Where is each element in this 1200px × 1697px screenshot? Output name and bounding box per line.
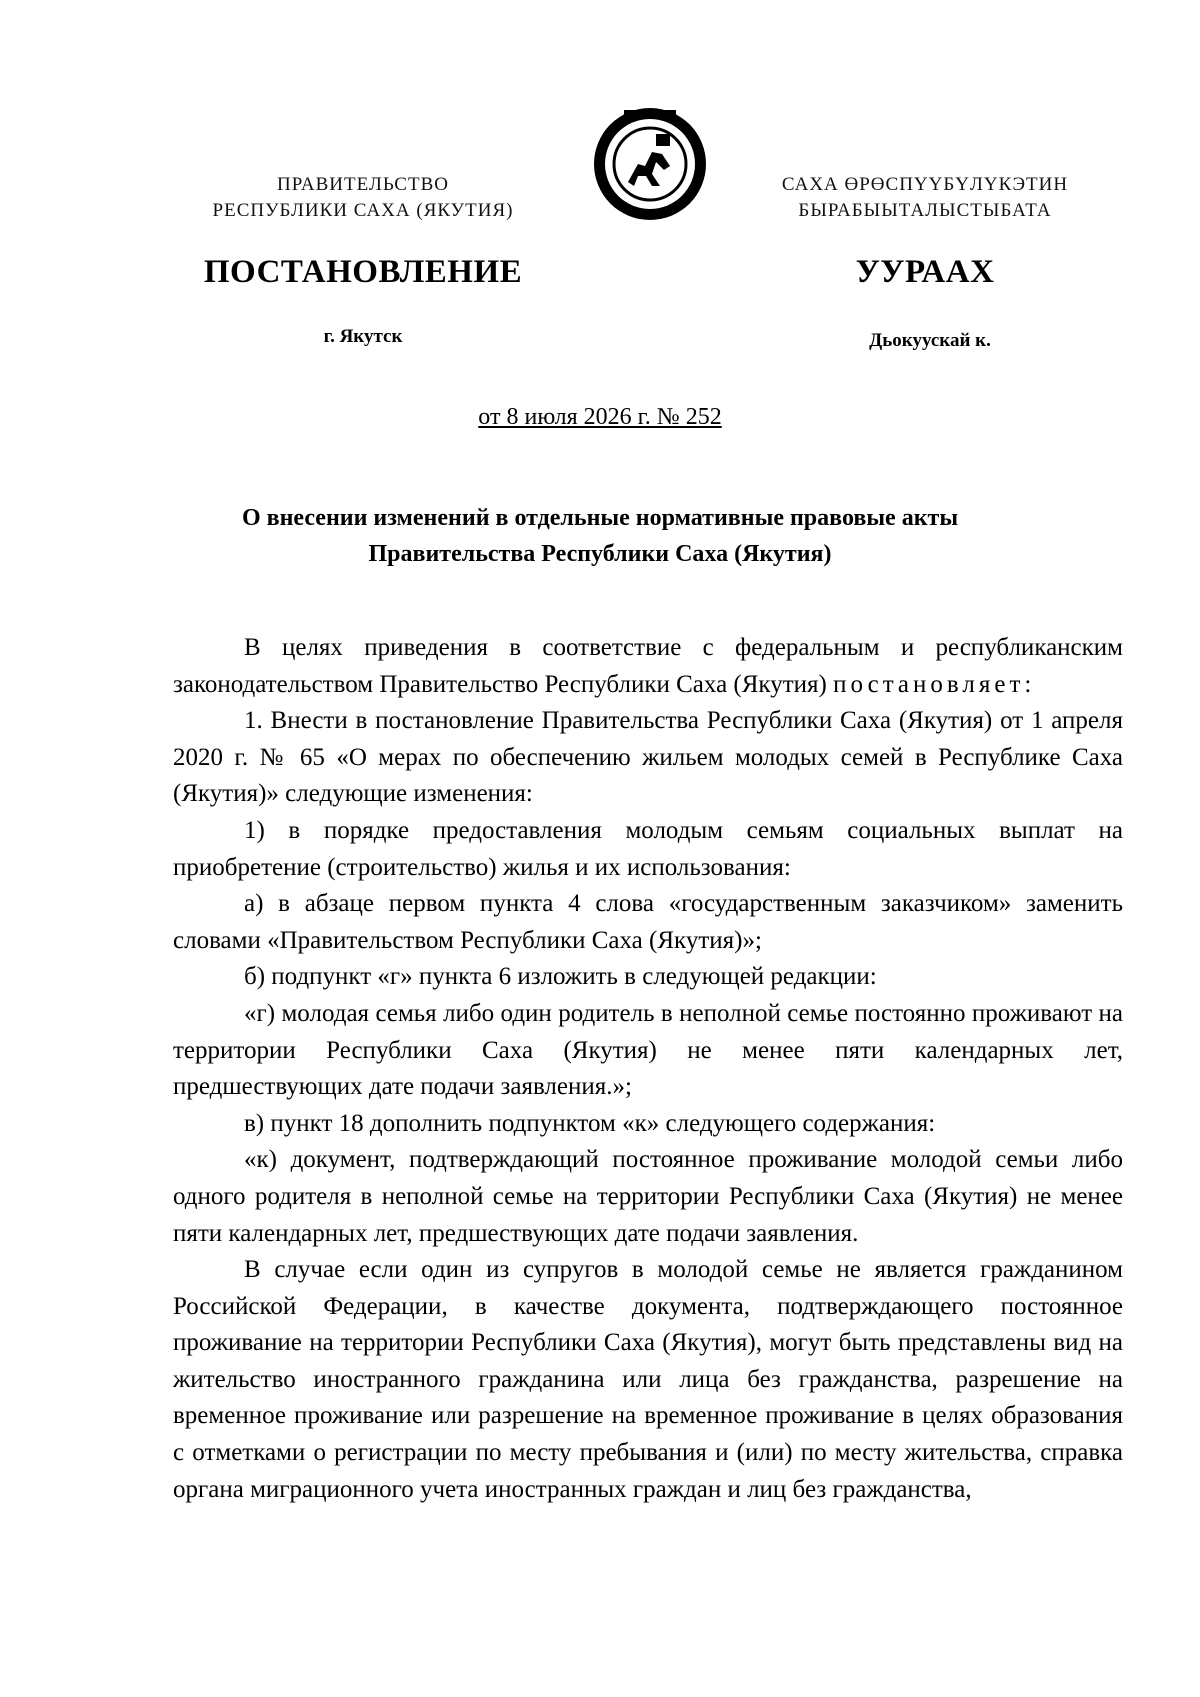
paragraph-6: в) пункт 18 дополнить подпунктом «к» следующего содержания: (244, 1109, 936, 1137)
document-date-line (0, 404, 1200, 431)
left-org-line1: ПРАВИТЕЛЬСТВО (277, 174, 449, 195)
city-yakut: Дьокуускай к. (869, 330, 991, 351)
left-org-line2: РЕСПУБЛИКИ САХА (ЯКУТИЯ) (212, 200, 514, 221)
subject-line1: О внесении изменений в отдельные нормативные правовые акты (241, 505, 959, 531)
intro-resolves: постановляет: (833, 670, 1036, 698)
paragraph-8: В случае если один из супругов в молодой семье не является гражданином Российской Федерации, в качестве документа, подтверждающего постоянное проживание на территории Республики Саха (Якутия), могут быть представлены вид на жительство иностранного гражданина или лица без гражданства, разрешение на временное проживание или разрешение на временное проживание в целях образования с отметками о регистрации по месту пребывания и (или) по месту жительства, справка органа миграционного учета иностранных граждан и лиц без гражданства, (173, 1256, 1123, 1503)
left-organization-name (168, 172, 558, 224)
coat-of-arms-icon (590, 104, 710, 224)
paragraph-4: б) подпункт «г» пункта 6 изложить в следующей редакции: (244, 963, 877, 991)
paragraph-5: «г) молодая семья либо один родитель в неполной семье постоянно проживают на территории Республики Саха (Якутия) не менее пяти календарных лет, предшествующих дате подачи заявления.»; (173, 999, 1123, 1101)
right-organization-name (740, 172, 1110, 224)
city-russian: г. Якутск (323, 326, 403, 347)
document-body (173, 630, 1123, 1508)
paragraph-7: «к) документ, подтверждающий постоянное проживание молодой семьи либо одного родителя в неполной семье на территории Республики Саха (Якутия) не менее пяти календарных лет, предшествующих дате подачи заявления. (173, 1146, 1123, 1247)
paragraph-1: 1. Внести в постановление Правительства Республики Саха (Якутия) от 1 апреля 2020 г. № 65 «О мерах по обеспечению жильем молодых семей в Республике Саха (Якутия)» следующие изменения: (173, 707, 1123, 808)
date-number: от 8 июля 2026 г. № 252 (478, 404, 722, 430)
right-org-line1: САХА ӨРӨСПҮҮБҮЛҮКЭТИН (781, 174, 1069, 195)
paragraph-2: 1) в порядке предоставления молодым семьям социальных выплат на приобретение (строительство) жилья и их использования: (173, 816, 1123, 881)
subject-line2: Правительства Республики Саха (Якутия) (368, 541, 832, 567)
intro-text: В целях приведения в соответствие с федеральным и республиканским законодательством Правительство Республики Саха (Якутия) (173, 634, 1123, 698)
document-subject (150, 500, 1050, 572)
paragraph-intro (173, 630, 1123, 703)
right-org-line2: БЫРАБЫЫТАЛЫСТЫБАТА (798, 200, 1052, 221)
document-type-yakut: УУРААХ (855, 254, 995, 290)
paragraph-3: а) в абзаце первом пункта 4 слова «государственным заказчиком» заменить словами «Правительством Республики Саха (Якутия)»; (173, 890, 1123, 954)
document-type-russian: ПОСТАНОВЛЕНИЕ (203, 254, 523, 290)
